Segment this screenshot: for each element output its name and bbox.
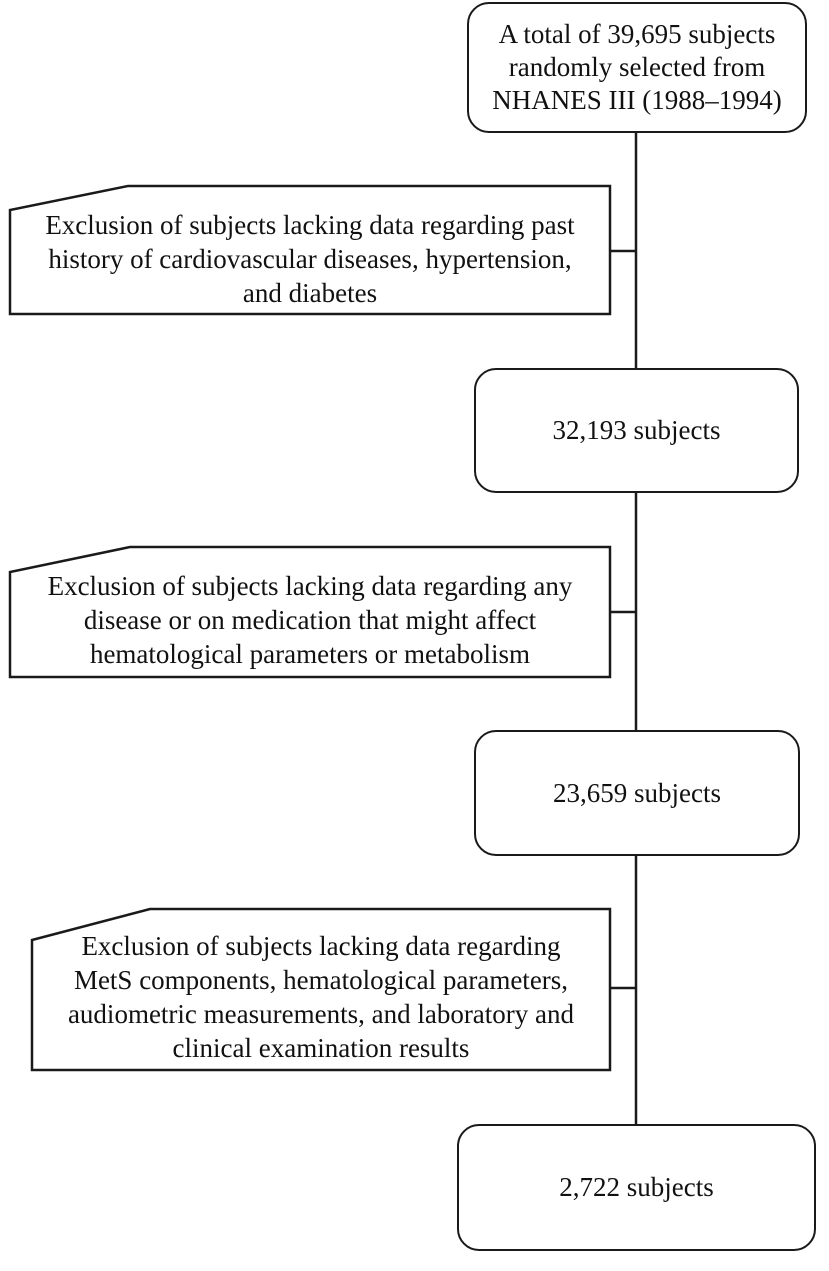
step-initial-line-1: A total of 39,695 subjects (498, 19, 776, 49)
exclusion-text-3 (34, 926, 608, 1068)
step-final-label: 2,722 subjects (559, 1172, 714, 1202)
exclusion-3-line-2: MetS components, hematological parameters, (73, 965, 569, 995)
step-initial-line-2: randomly selected from (508, 52, 766, 82)
exclusion-3-line-4: clinical examination results (172, 1033, 470, 1063)
exclusion-2-line-2: disease or on medication that might affect (83, 605, 537, 635)
exclusion-text-1 (12, 205, 608, 313)
exclusion-2-line-1: Exclusion of subjects lacking data regarding any (47, 571, 573, 601)
exclusion-1-line-3: and diabetes (242, 278, 378, 308)
exclusion-1-line-1: Exclusion of subjects lacking data regarding past (45, 210, 575, 240)
step-box-third (474, 730, 800, 856)
step-initial-line-3: NHANES III (1988–1994) (492, 85, 782, 115)
exclusion-3-line-1: Exclusion of subjects lacking data regarding (81, 931, 561, 961)
exclusion-text-2 (12, 565, 608, 675)
step-third-label: 23,659 subjects (553, 777, 721, 808)
step-box-initial (467, 2, 807, 133)
step-second-label: 32,193 subjects (552, 415, 721, 445)
step-box-final (457, 1124, 816, 1251)
step-box-second (474, 368, 799, 493)
exclusion-3-line-3: audiometric measurements, and laboratory and (67, 999, 575, 1029)
exclusion-2-line-3: hematological parameters or metabolism (89, 639, 531, 669)
exclusion-1-line-2: history of cardiovascular diseases, hypertension, (48, 244, 572, 274)
